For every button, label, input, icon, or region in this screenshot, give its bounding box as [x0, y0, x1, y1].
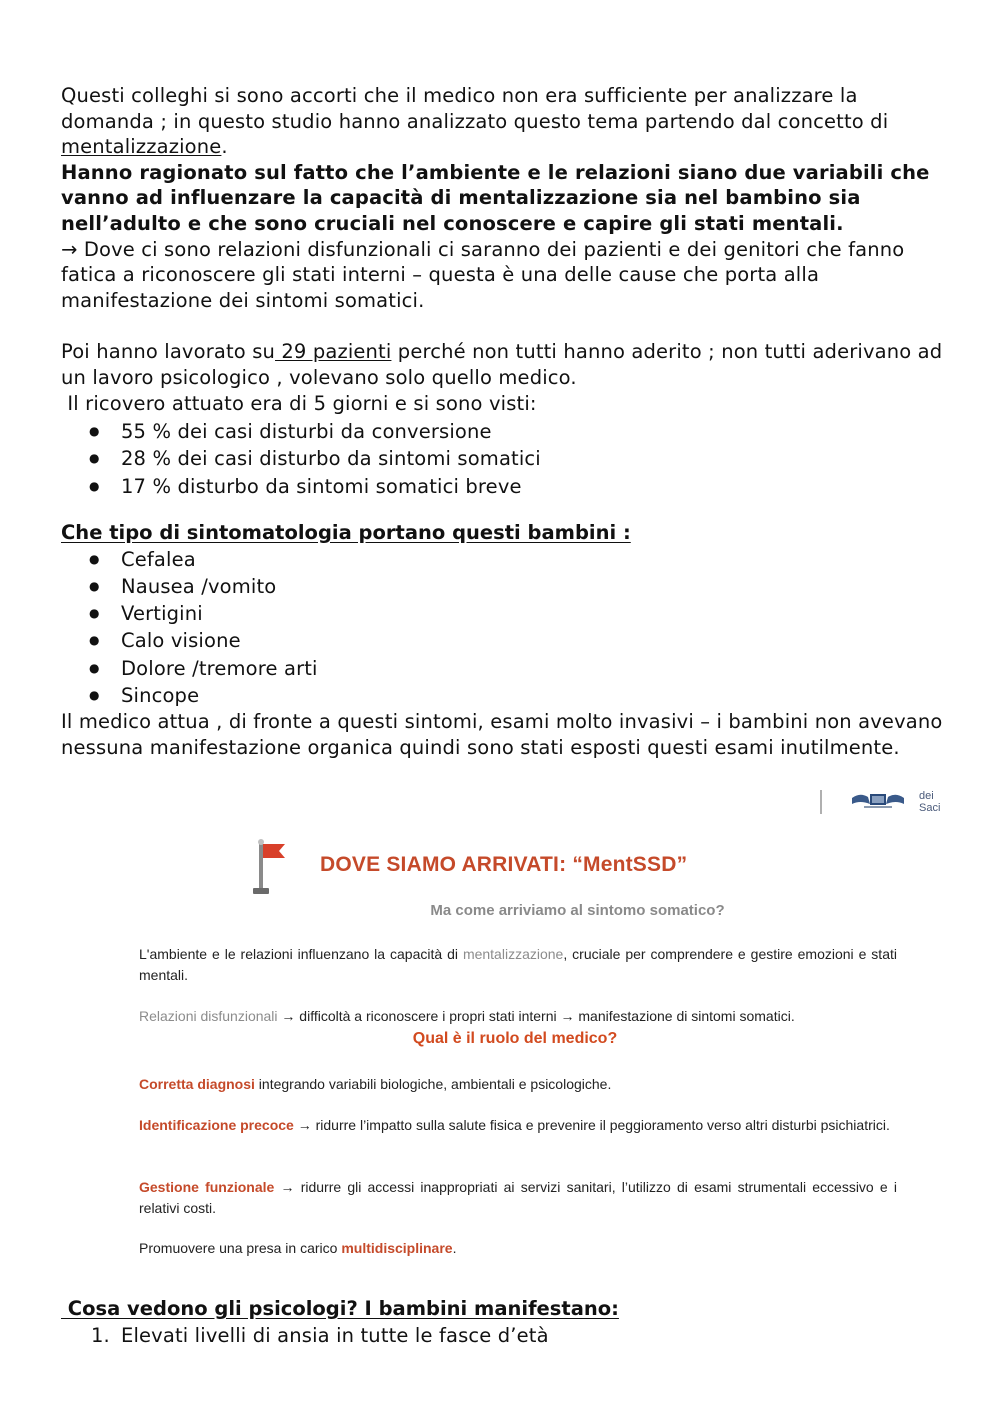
slide-point-4: [139, 1115, 897, 1136]
list-item: ● Cefalea: [61, 546, 951, 573]
slide-title: DOVE SIAMO ARRIVATI: “MentSSD”: [320, 853, 688, 876]
slide-term: Identificazione precoce: [139, 1117, 294, 1133]
relations-paragraph: Hanno ragionato sul fatto che l’ambiente e le relazioni siano due variabili che vanno ad influenzare la capacità di mentalizzazione sia nel bambino sia nell’adulto e che sono cruciali nel conoscere e capire gli stati mentali.: [61, 160, 930, 235]
slide-term: Relazioni disfunzionali: [139, 1008, 278, 1024]
psych-heading: Cosa vedono gli psicologi? I bambini manifestano:: [61, 1297, 619, 1320]
document-page: [61, 83, 951, 760]
intro-end: .: [221, 135, 228, 159]
slide-text: → ridurre gli accessi inappropriati ai servizi sanitari, l’utilizzo di esami strumentali eccessivo e i relativi costi.: [139, 1179, 897, 1216]
list-item: ● Calo visione: [61, 627, 951, 654]
doctor-paragraph: Il medico attua , di fronte a questi sintomi, esami molto invasivi – i bambini non avevano nessuna manifestazione organica quindi sono stati esposti questi esami inutilmente.: [61, 709, 943, 759]
slide-subtitle: Ma come arriviamo al sintomo somatico?: [430, 902, 725, 919]
list-item: ● Vertigini: [61, 600, 951, 627]
list-item: ● Nausea /vomito: [61, 573, 951, 600]
list-item: ● Sincope: [61, 682, 951, 709]
slide-question: Qual è il ruolo del medico?: [412, 1030, 618, 1047]
symptoms-list: [61, 546, 951, 709]
slide-point-2: [139, 1006, 897, 1027]
slide-term: Corretta diagnosi: [139, 1076, 255, 1092]
slide-term: mentalizzazione: [462, 946, 564, 962]
dysfunction-paragraph: → Dove ci sono relazioni disfunzionali ci saranno dei pazienti e dei genitori che fanno fatica a riconoscere gli stati interni – questa è una delle cause che porta alla manifestazione dei sintomi somatici.: [61, 237, 905, 312]
slide-text: Promuovere una presa in carico: [139, 1240, 342, 1256]
slide-image: [135, 790, 955, 1270]
slide-divider: [820, 790, 822, 814]
mentalizzazione-term: mentalizzazione: [61, 135, 222, 159]
psych-list: [61, 1322, 951, 1349]
slide-point-6: [139, 1238, 897, 1259]
list-item: ● 17 % disturbo da sintomi somatici breve: [61, 473, 951, 500]
psych-section: [61, 1296, 951, 1349]
list-item: ● Dolore /tremore arti: [61, 655, 951, 682]
slide-term: multidisciplinare: [341, 1240, 453, 1256]
intro-text: Questi colleghi si sono accorti che il medico non era sufficiente per analizzare la domanda ; in questo studio hanno analizzato questo tema partendo dal concetto di: [61, 84, 889, 133]
slide-text: .: [452, 1240, 457, 1256]
slide-point-3: [139, 1074, 897, 1095]
slide-text: , cruciale per comprendere e gestire emozioni e stati mentali.: [139, 946, 897, 983]
study-text-cont: perché non tutti hanno aderito ; non tutti aderivano ad un lavoro psicologico , volevano solo quello medico.: [61, 340, 943, 389]
flag-icon: [249, 838, 289, 896]
slide-text: → ridurre l’impatto sulla salute fisica e prevenire il peggioramento verso altri disturbi psichiatrici.: [293, 1117, 890, 1133]
list-item: ● 28 % dei casi disturbo da sintomi somatici: [61, 445, 951, 472]
hospitalization-paragraph: Il ricovero attuato era di 5 giorni e si sono visti:: [61, 391, 537, 415]
list-item: [61, 1322, 951, 1349]
study-paragraph: [61, 339, 951, 390]
item-number: 1.: [91, 1324, 110, 1347]
patients-count: 29 pazienti: [275, 340, 392, 364]
slide-text: integrando variabili biologiche, ambientali e psicologiche.: [254, 1076, 612, 1092]
slide-term: Gestione funzionale: [139, 1179, 275, 1195]
slide-point-1: [139, 944, 897, 986]
slide-text: L'ambiente e le relazioni influenzano la capacità di: [139, 946, 463, 962]
slide-point-5: [139, 1177, 897, 1219]
slide-text: → difficoltà a riconoscere i propri stati interni → manifestazione di sintomi somatici.: [277, 1008, 795, 1024]
intro-paragraph: [61, 83, 951, 160]
logo-text: dei Saci: [919, 790, 941, 814]
institution-logo-icon: [850, 790, 906, 810]
symptoms-heading: Che tipo di sintomatologia portano questi bambini :: [61, 520, 631, 544]
study-text: Poi hanno lavorato su: [61, 340, 276, 364]
item-text: Elevati livelli di ansia in tutte le fasce d’età: [121, 1324, 549, 1347]
results-list: [61, 418, 951, 500]
list-item: ● 55 % dei casi disturbi da conversione: [61, 418, 951, 445]
